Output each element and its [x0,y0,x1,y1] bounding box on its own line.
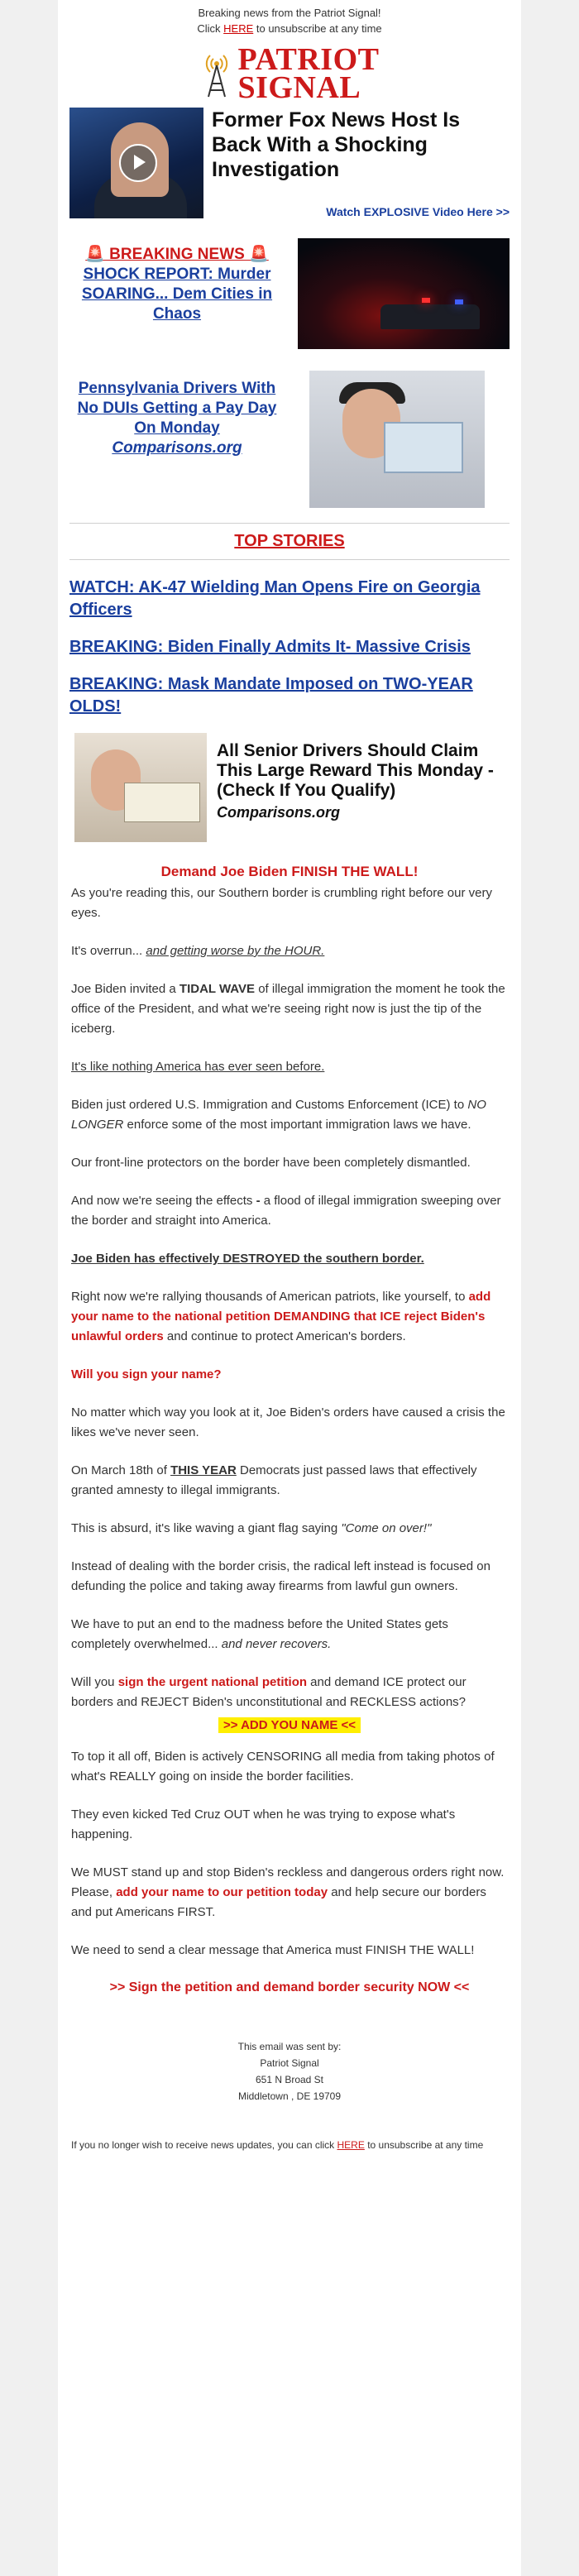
text: This is absurd, it's like waving a giant flag saying [71,1521,342,1535]
footer-line: Patriot Signal [260,2057,319,2069]
text: Will you [71,1675,118,1689]
paragraph: To top it all off, Biden is actively CENSORING all media from taking photos of what's REALLY going on inside the border facilities. [71,1750,495,1784]
paragraph: They even kicked Ted Cruz OUT when he was trying to expose what's happening. [71,1808,456,1841]
footer-address [58,2038,521,2104]
pa-ad-headline[interactable]: Pennsylvania Drivers With No DUIs Getting a Pay Day On Monday [77,380,277,437]
text: It's overrun... [71,944,146,958]
sign-petition-cta [58,1980,521,1995]
paragraph [71,1863,508,1922]
senior-ad-text [207,733,505,845]
unsubscribe-prefix: If you no longer wish to receive news updates, you can click [71,2139,337,2151]
senior-drivers-ad[interactable] [58,733,521,845]
paragraph: Instead of dealing with the border crisis, the radical left instead is focused on defunding the police and taking away firearms from lawful gun owners. [71,1559,490,1593]
bold-text: - [256,1194,261,1208]
paragraph [71,1287,508,1347]
unsubscribe-prefix: Click [197,22,224,35]
logo-line-2: SIGNAL [237,70,361,105]
text: and help secure our borders and put Americans FIRST. [71,1885,486,1919]
senior-check-photo[interactable] [74,733,207,842]
text: Biden just ordered U.S. Immigration and Customs Enforcement (ICE) to [71,1098,468,1112]
unsubscribe-suffix: to unsubscribe at any time [364,2139,484,2151]
add-name-button-wrap [71,1716,508,1736]
radio-tower-icon [200,49,233,98]
logo-wordmark [237,42,380,105]
senior-ad-headline[interactable]: All Senior Drivers Should Claim This Large Reward This Monday -(Check If You Qualify) [217,741,494,800]
italic-text: NO LONGER [71,1098,486,1132]
paragraph [71,1673,508,1712]
footer-line: 651 N Broad St [255,2074,324,2085]
italic-text: and never recovers. [221,1637,332,1651]
paragraph [71,1519,508,1539]
emphasis-text: and getting worse by the HOUR. [146,944,325,958]
add-name-button[interactable]: >> ADD YOU NAME << [218,1717,361,1733]
text: the southern border. [299,1252,424,1266]
unsubscribe-line [58,21,521,36]
text: And now we're seeing the effects [71,1194,256,1208]
preheader [58,0,521,36]
footer-line: This email was sent by: [237,2041,342,2052]
article-body [58,883,521,1961]
bold-text: TIDAL WAVE [179,982,256,996]
petition-link[interactable]: add your name to our petition today [116,1885,328,1899]
italic-text: "Come on over!" [341,1521,432,1535]
breaking-news-label[interactable]: 🚨 BREAKING NEWS 🚨 [85,246,269,263]
logo-line-1: PATRIOT [237,42,380,77]
preheader-line: Breaking news from the Patriot Signal! [198,7,381,19]
paragraph: As you're reading this, our Southern border is crumbling right before our very eyes. [71,886,492,920]
hero-video-ad[interactable] [58,108,521,223]
hero-headline[interactable]: Former Fox News Host Is Back With a Shocking Investigation [212,108,461,181]
text: and continue to protect American's borders. [163,1329,406,1343]
unsubscribe-link-bottom[interactable]: HERE [337,2139,365,2151]
pa-drivers-ad [58,371,521,508]
top-stories-heading [58,532,521,551]
text: and demand ICE protect our borders and REJECT Biden's unconstitutional and RECKLESS actions? [71,1675,467,1709]
divider [69,523,510,524]
paragraph: We need to send a clear message that America must FINISH THE WALL! [71,1943,475,1957]
paragraph: Our front-line protectors on the border have been completely dismantled. [71,1156,471,1170]
hero-text [203,108,510,223]
driver-license-photo[interactable] [309,371,485,508]
breaking-news-text [69,238,285,349]
pa-ad-text [69,371,285,508]
paragraph: No matter which way you look at it, Joe Biden's orders have caused a crisis the likes we've never seen. [71,1405,505,1439]
text: of illegal immigration the moment he took the office of the President, and what we're seeing right now is just the tip of the iceberg. [71,982,505,1036]
red-light-shape [422,298,430,303]
sign-question: Will you sign your name? [71,1367,222,1381]
text: enforce some of the most important immigration laws we have. [123,1118,471,1132]
paragraph [71,1461,508,1501]
text: Joe Biden has effectively [71,1252,223,1266]
divider [69,559,510,560]
unsubscribe-suffix: to unsubscribe at any time [253,22,382,35]
license-card-shape [384,422,463,473]
story-link-3[interactable]: BREAKING: Mask Mandate Imposed on TWO-YEAR OLDS! [69,675,473,716]
unsubscribe-link-top[interactable]: HERE [223,22,254,35]
bold-text: DESTROYED [223,1252,300,1266]
breaking-news-block [58,238,521,349]
story-link-1[interactable]: WATCH: AK-47 Wielding Man Opens Fire on Georgia Officers [69,578,481,619]
paragraph [71,1191,508,1231]
text: a flood of illegal immigration sweeping over the border and straight into America. [71,1194,501,1228]
text: Joe Biden invited a [71,982,179,996]
text: We MUST stand up and stop Biden's reckless and dangerous orders right now. Please, [71,1865,505,1899]
pa-ad-source[interactable]: Comparisons.org [112,439,242,457]
email-container [58,0,521,2576]
senior-ad-source[interactable]: Comparisons.org [217,804,341,821]
play-icon[interactable] [119,144,157,182]
petition-link[interactable]: add your name to the national petition DEMANDING that ICE reject Biden's unlawful orders [71,1290,491,1343]
paragraph: It's like nothing America has ever seen before. [71,1060,325,1074]
paragraph [71,941,508,961]
text: Right now we're rallying thousands of American patriots, like yourself, to [71,1290,469,1304]
footer-line: Middletown , DE 19709 [237,2090,342,2102]
patriot-signal-logo[interactable] [58,42,521,105]
text: On March 18th of [71,1463,171,1477]
article-title: Demand Joe Biden FINISH THE WALL! [160,864,419,879]
text: We have to put an end to the madness before the United States gets completely overwhelmed... [71,1617,448,1651]
story-link-2[interactable]: BREAKING: Biden Finally Admits It- Massive Crisis [69,638,471,656]
top-stories-list [58,577,521,718]
sign-petition-link[interactable]: >> Sign the petition and demand border security NOW << [109,1980,470,1994]
top-stories-title: TOP STORIES [234,532,345,550]
footer-unsubscribe [58,2138,521,2152]
paragraph [71,1095,508,1135]
watch-video-link[interactable]: Watch EXPLOSIVE Video Here >> [326,205,510,218]
video-thumbnail[interactable] [69,108,203,218]
check-shape [124,783,200,822]
bold-text: THIS YEAR [170,1463,237,1477]
text: Democrats just passed laws that effectively granted amnesty to illegal immigrants. [71,1463,477,1497]
breaking-news-headline[interactable]: SHOCK REPORT: Murder SOARING... Dem Cities in Chaos [81,266,273,323]
police-car-shape [380,304,480,329]
police-night-photo[interactable] [298,238,510,349]
paragraph [71,1615,508,1654]
blue-light-shape [455,299,463,304]
paragraph [71,1249,508,1269]
petition-link[interactable]: sign the urgent national petition [117,1675,308,1689]
paragraph [71,979,508,1039]
